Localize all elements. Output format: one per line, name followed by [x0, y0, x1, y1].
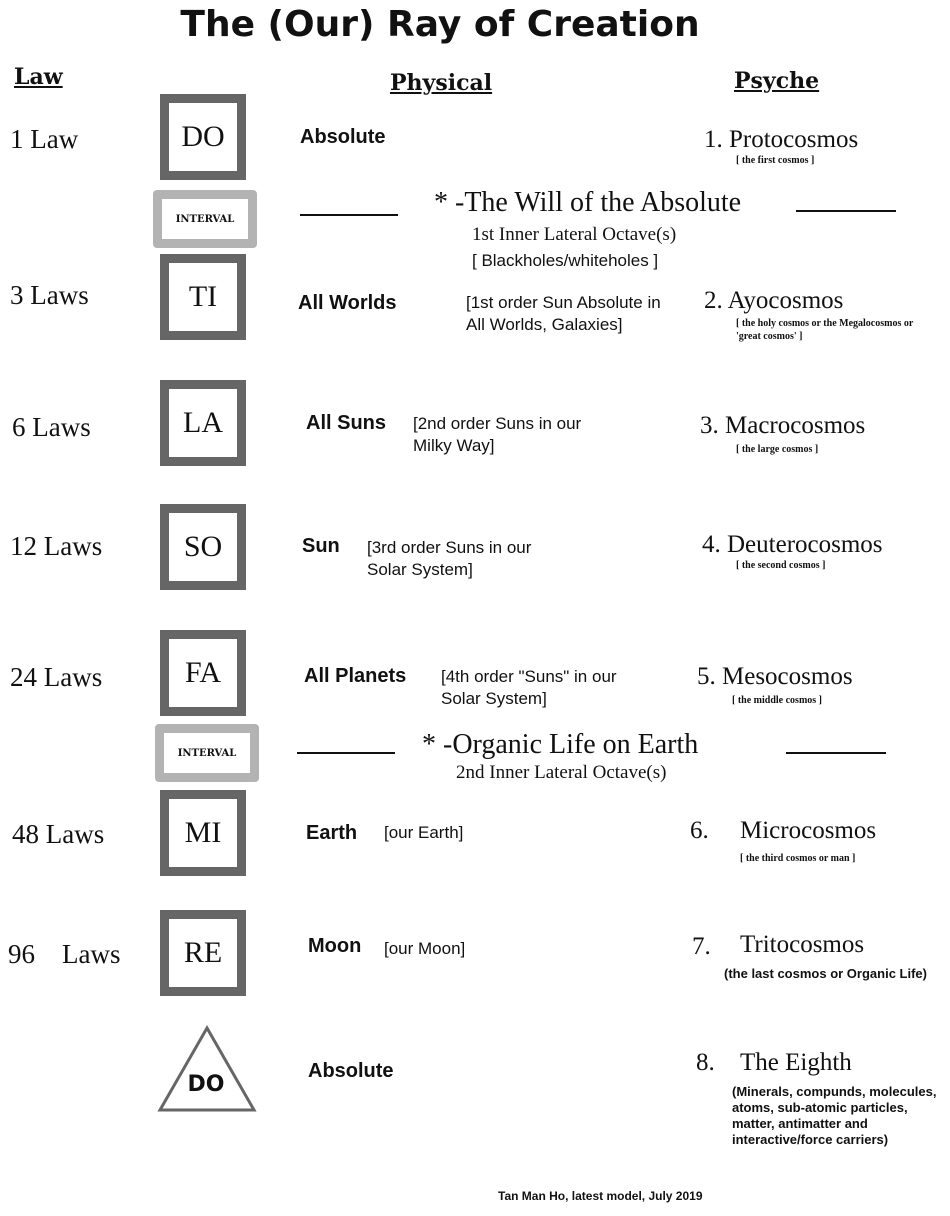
physical-note-fa: [4th order "Suns" in our Solar System]: [441, 667, 617, 708]
physical-column-header: Physical: [390, 70, 493, 96]
law-label-ti: 3 Laws: [10, 280, 89, 310]
note-box-ti: TI: [160, 254, 246, 340]
psyche-sub-fa: [ the middle cosmos ]: [732, 695, 822, 706]
psyche-sub-re: (the last cosmos or Organic Life): [724, 966, 927, 981]
psyche-sub-ti: [ the holy cosmos or the Megalocosmos or 'great cosmos' ]: [736, 318, 914, 342]
interval-extra-1: [ Blackholes/whiteholes ]: [472, 251, 659, 270]
law-label-so: 12 Laws: [10, 531, 103, 561]
psyche-sub-so: [ the second cosmos ]: [736, 560, 826, 571]
psyche-sub-la: [ the large cosmos ]: [736, 444, 819, 455]
physical-label-ti: All Worlds: [298, 292, 397, 314]
note-box-la: LA: [160, 380, 246, 466]
psyche-label-la: 3. Macrocosmos: [700, 412, 866, 439]
law-label-re: Laws: [62, 939, 121, 969]
do-triangle-icon: [156, 1024, 258, 1114]
physical-label-re: Moon: [308, 935, 362, 957]
note-box-mi: MI: [160, 790, 246, 876]
psyche-number-re: 7.: [692, 933, 711, 960]
note-box-fa: FA: [160, 630, 246, 716]
diagram-title: The (Our) Ray of Creation: [180, 4, 700, 45]
law-label-la: 6 Laws: [12, 412, 91, 442]
physical-note-so: [3rd order Suns in our Solar System]: [367, 538, 532, 579]
note-box-re: RE: [160, 910, 246, 996]
physical-note-re: [our Moon]: [384, 939, 466, 958]
psyche-number-final: 8.: [696, 1049, 715, 1076]
psyche-label-mi: Microcosmos: [740, 817, 877, 844]
interval-rule-right-2: [786, 752, 886, 754]
psyche-label-ti: 2. Ayocosmos: [704, 287, 844, 314]
physical-label-do: Absolute: [300, 126, 386, 148]
triangle-note-do: DO: [187, 1072, 225, 1097]
psyche-label-do: 1. Protocosmos: [704, 126, 859, 153]
psyche-label-final: The Eighth: [740, 1049, 852, 1076]
psyche-label-re: Tritocosmos: [740, 931, 865, 958]
note-box-do: DO: [160, 94, 246, 180]
physical-label-final: Absolute: [308, 1060, 394, 1082]
psyche-label-fa: 5. Mesocosmos: [697, 663, 853, 690]
physical-label-fa: All Planets: [304, 665, 407, 687]
interval-text-2: * -Organic Life on Earth: [422, 729, 699, 760]
psyche-label-so: 4. Deuterocosmos: [702, 531, 883, 558]
law-label-do: 1 Law: [10, 124, 79, 154]
physical-note-mi: [our Earth]: [384, 823, 464, 842]
interval-box-1: INTERVAL: [153, 190, 257, 248]
interval-rule-right-1: [796, 210, 896, 212]
psyche-number-mi: 6.: [690, 817, 709, 844]
physical-note-la: [2nd order Suns in our Milky Way]: [413, 414, 582, 455]
physical-label-so: Sun: [302, 535, 340, 557]
interval-text-1: * -The Will of the Absolute: [434, 187, 742, 218]
law-number-re: 96: [8, 939, 35, 969]
physical-label-la: All Suns: [306, 412, 387, 434]
physical-label-mi: Earth: [306, 822, 358, 844]
lateral-octave-2: 2nd Inner Lateral Octave(s): [456, 762, 667, 783]
psyche-sub-mi: [ the third cosmos or man ]: [740, 853, 856, 864]
interval-rule-left-2: [297, 752, 395, 754]
law-label-mi: 48 Laws: [12, 819, 105, 849]
psyche-sub-do: [ the first cosmos ]: [736, 155, 815, 166]
interval-rule-left-1: [300, 214, 398, 216]
psyche-sub-final: (Minerals, compunds, molecules, atoms, sub-atomic particles, matter, antimatter and interactive/force carriers): [732, 1084, 937, 1147]
interval-box-2: INTERVAL: [155, 724, 259, 782]
physical-note-ti: [1st order Sun Absolute in All Worlds, Galaxies]: [466, 293, 661, 334]
psyche-column-header: Psyche: [734, 68, 820, 94]
lateral-octave-1: 1st Inner Lateral Octave(s): [472, 224, 677, 245]
law-label-fa: 24 Laws: [10, 662, 103, 692]
law-column-header: Law: [14, 64, 63, 90]
note-box-so: SO: [160, 504, 246, 590]
author-credit: Tan Man Ho, latest model, July 2019: [498, 1189, 703, 1203]
